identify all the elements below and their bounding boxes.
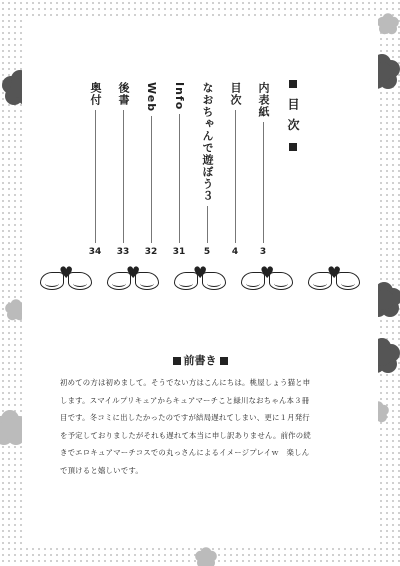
flower-icon	[200, 552, 212, 564]
winged-heart-icon: ♥	[174, 262, 226, 298]
preface-line: きでエロキュアマーチコスでの丸っさんによるイメージプレイｗ 楽しん	[60, 448, 310, 457]
winged-heart-icon: ♥	[40, 262, 92, 298]
toc-entry-title: 目次	[229, 82, 242, 106]
preface-line: を予定しておりましたがそれも遅れて本当に申し訳ありません。前作の続	[60, 430, 311, 440]
toc-entry-title: なおちゃんで遊ぼう３	[201, 82, 214, 202]
preface-body	[60, 374, 350, 479]
winged-heart-divider	[40, 262, 360, 302]
winged-heart-icon: ♥	[107, 262, 159, 298]
toc-leader-line	[95, 110, 96, 243]
preface-line: します。スマイルプリキュアからキュアマーチこと緑川なおちゃん本３冊	[60, 395, 310, 405]
preface-line: で頂けると嬉しいです。	[60, 465, 143, 475]
toc-leader-line	[207, 206, 208, 243]
toc-entry	[86, 82, 104, 257]
flower-icon	[10, 304, 22, 316]
toc-entry	[198, 82, 216, 257]
toc-entry-page: 33	[116, 247, 130, 257]
toc-entry-page: 3	[259, 247, 267, 257]
preface-line: 初めての方は初めまして。そうでない方はこんにちは。桃屋しょう猫と申	[60, 378, 311, 387]
toc-heading-text: 目 次	[286, 98, 300, 133]
document-page	[22, 18, 378, 546]
toc-entry-title: 奥付	[89, 82, 102, 106]
preface-title	[22, 352, 378, 368]
toc-entry	[254, 82, 272, 257]
toc-entry	[226, 82, 244, 257]
winged-heart-icon: ♥	[308, 262, 360, 298]
toc-entry-title: Web	[145, 82, 158, 113]
toc-entry-page: 34	[88, 247, 102, 257]
toc-leader-line	[179, 114, 180, 243]
winged-heart-icon: ♥	[241, 262, 293, 298]
toc-entry	[114, 82, 132, 257]
toc-entry-page: 5	[203, 247, 211, 257]
toc-entry-title: Info	[173, 82, 186, 111]
toc-entry	[142, 82, 160, 257]
square-bullet-icon	[220, 357, 228, 365]
toc-leader-line	[235, 110, 236, 243]
flower-icon	[0, 418, 20, 438]
square-bullet-icon	[173, 357, 181, 365]
toc-entry-page: 32	[144, 247, 158, 257]
square-bullet-icon	[289, 143, 297, 151]
toc-leader-line	[151, 116, 152, 243]
toc-entry-page: 4	[231, 247, 239, 257]
toc-entry-page: 31	[172, 247, 186, 257]
toc-leader-line	[123, 110, 124, 243]
toc-heading	[282, 76, 302, 155]
toc-leader-line	[263, 122, 264, 243]
preface-line: 目です。冬コミに出したかったのですが結局遅れてしまい、更に１月発行	[60, 413, 310, 422]
toc-entry-title: 後書	[117, 82, 130, 106]
toc-entry-title: 内表紙	[257, 82, 270, 118]
preface-title-text: 前書き	[183, 354, 217, 367]
toc-entry	[170, 82, 188, 257]
flower-icon	[382, 18, 394, 30]
square-bullet-icon	[289, 80, 297, 88]
